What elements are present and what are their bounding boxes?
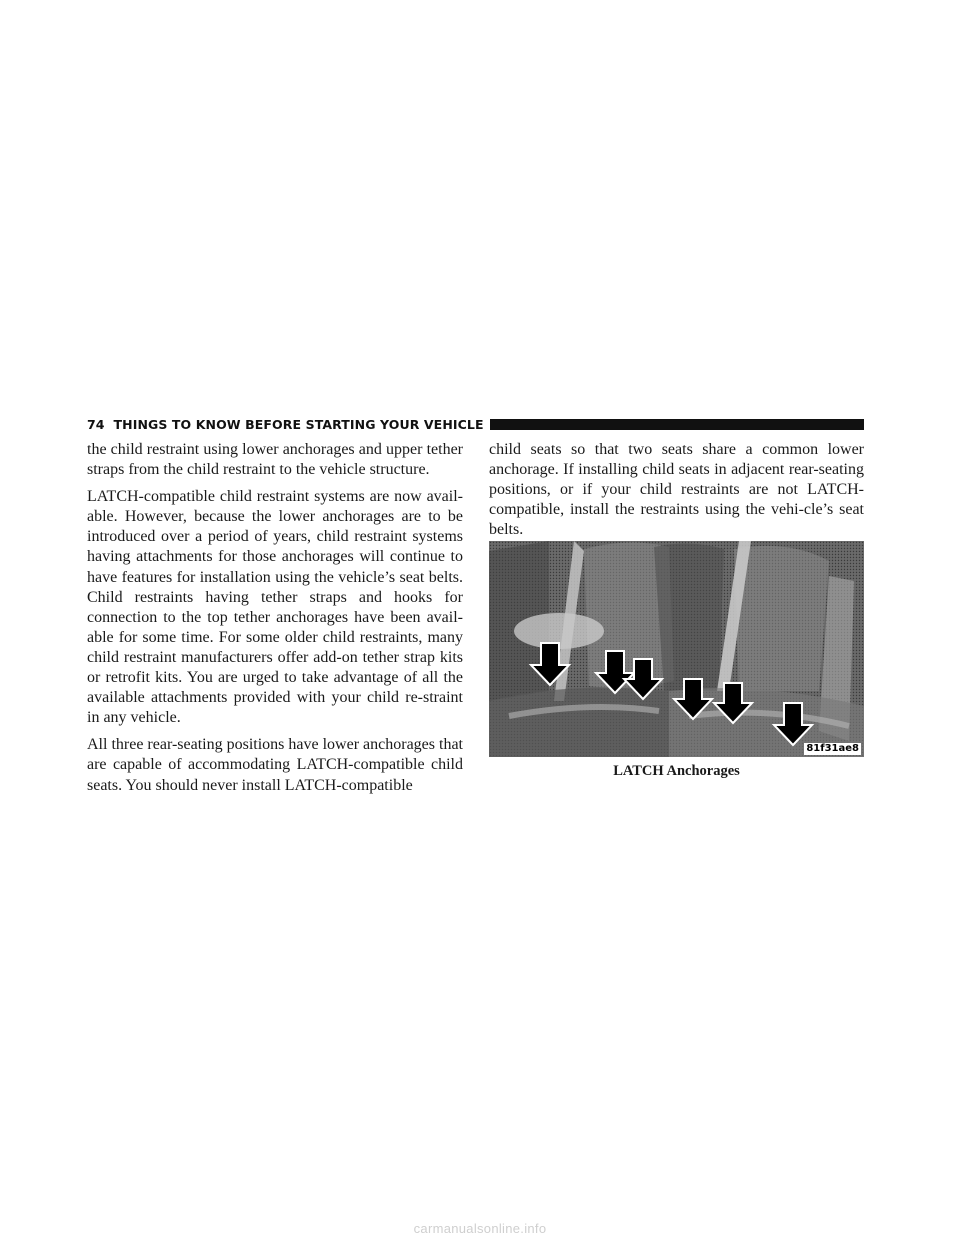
- header-rule: [490, 419, 864, 430]
- watermark: carmanualsonline.info: [413, 1221, 547, 1236]
- paragraph: the child restraint using lower anchorages and upper tether straps from the child restraint to the vehicle structure.: [87, 441, 463, 479]
- page-number: 74: [87, 416, 105, 432]
- paragraph: child seats so that two seats share a common lower anchorage. If installing child seats in adjacent rear-seating positions, or if your child restraints are not LATCH-compatible, install the restraints using the vehi-cle’s seat belts.: [489, 441, 864, 539]
- paragraph: LATCH-compatible child restraint systems are now avail-able. However, because the lower anchorages are to be introduced over a period of years, child restraint systems having attachments for those anchorages will continue to have features for installation using the vehicle’s seat belts. Child restraints having tether straps and hooks for connection to the top tether anchorages have been avail-able for some time. For some older child restraints, many child restraint manufacturers offer add-on tether strap kits or retrofit kits. You are urged to take advantage of all the available attachments provided with your child re-straint in any vehicle.: [87, 488, 463, 727]
- figure-code: 81f31ae8: [806, 743, 859, 754]
- section-title: THINGS TO KNOW BEFORE STARTING YOUR VEHICLE: [113, 416, 484, 432]
- left-column: [87, 440, 463, 803]
- figure-caption: LATCH Anchorages: [613, 763, 740, 779]
- page-header-text: [87, 417, 484, 432]
- right-column: [489, 440, 864, 547]
- page-header: [87, 415, 864, 433]
- rear-seat-illustration: [489, 541, 864, 757]
- latch-anchorages-figure: [489, 541, 864, 757]
- paragraph: All three rear-seating positions have lower anchorages that are capable of accommodating LATCH-compatible child seats. You should never install LATCH-compatible: [87, 736, 463, 794]
